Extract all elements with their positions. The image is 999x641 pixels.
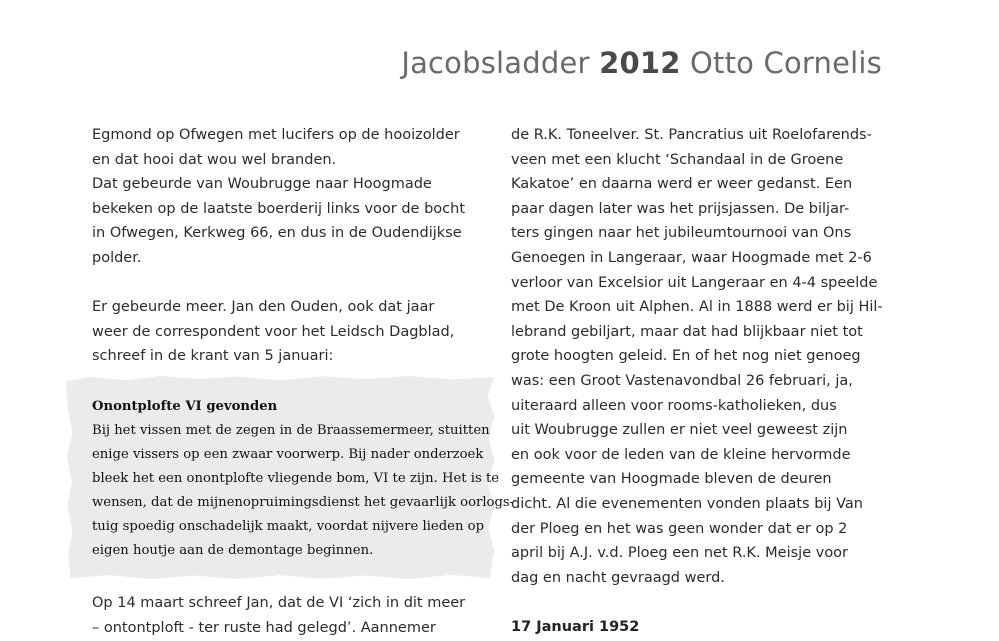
text-line: dicht. Al die evenementen vonden plaats bij Van <box>511 495 863 512</box>
text-line: grote hoogten geleid. En of het nog niet genoeg <box>511 348 861 365</box>
header-title-post: Otto Cornelis <box>680 46 882 80</box>
header-title-pre: Jacobsladder <box>401 46 600 80</box>
page-header <box>401 46 882 80</box>
text-line: Op 14 maart schreef Jan, dat de VI ‘zich in dit meer <box>92 595 466 611</box>
clipping-line: eigen houtje aan de demontage beginnen. <box>92 543 374 558</box>
text-line: en ook voor de leden van de kleine hervormde <box>511 446 851 463</box>
left-paragraph-3 <box>92 591 465 640</box>
text-line: uit Woubrugge zullen er niet veel geweest zijn <box>511 422 848 439</box>
clipping-line: Bij het vissen met de zegen in de Braassemermeer, stuitten <box>92 423 490 438</box>
text-line: de R.K. Toneelver. St. Pancratius uit Roelofarends- <box>511 127 872 143</box>
newspaper-clipping-text <box>92 395 515 563</box>
text-line: lebrand gebiljart, maar dat had blijkbaar niet tot <box>511 323 863 340</box>
paragraph-gap <box>92 271 482 296</box>
clipping-title: Onontplofte VI gevonden <box>92 399 278 414</box>
text-line: Egmond op Ofwegen met lucifers op de hooizolder <box>92 127 460 143</box>
right-column <box>511 123 901 639</box>
text-line: verloor van Excelsior uit Langeraar en 4-4 speelde <box>511 274 878 291</box>
text-line: met De Kroon uit Alphen. Al in 1888 werd er bij Hil- <box>511 299 883 316</box>
text-line: april bij A.J. v.d. Ploeg een net R.K. Meisje voor <box>511 545 849 562</box>
text-line: Genoegen in Langeraar, waar Hoogmade met 2-6 <box>511 249 872 266</box>
text-line: uiteraard alleen voor rooms-katholieken, dus <box>511 397 837 414</box>
text-line: was: een Groot Vastenavondbal 26 februari, ja, <box>511 372 853 389</box>
right-paragraph-1 <box>511 123 901 590</box>
text-line: in Ofwegen, Kerkweg 66, en dus in de Oudendijkse <box>92 225 462 242</box>
text-line: Dat gebeurde van Woubrugge naar Hoogmade <box>92 176 432 193</box>
text-line: – ontontploft - ter ruste had gelegd’. Aannemer <box>92 619 436 636</box>
text-line: Er gebeurde meer. Jan den Ouden, ook dat jaar <box>92 299 435 316</box>
text-line: ters gingen naar het jubileumtournooi van Ons <box>511 225 852 242</box>
clipping-line: wensen, dat de mijnenopruimingsdienst het gevaarlijk oorlogs- <box>92 495 515 510</box>
text-line: polder. <box>92 249 142 266</box>
text-line: veen met een klucht ‘Schandaal in de Groene <box>511 151 844 168</box>
text-line: weer de correspondent voor het Leidsch Dagblad, <box>92 323 455 340</box>
section-subheading: 17 Januari 1952 <box>511 618 640 635</box>
text-line: gemeente van Hoogmade bleven de deuren <box>511 471 832 488</box>
text-line: dag en nacht gevraagd werd. <box>511 569 725 586</box>
text-line: schreef in de krant van 5 januari: <box>92 348 334 365</box>
clipping-line: tuig spoedig onschadelijk maakt, voordat nijvere lieden op <box>92 519 485 534</box>
text-line: bekeken op de laatste boerderij links voor de bocht <box>92 200 466 217</box>
header-year: 2012 <box>599 46 681 80</box>
left-paragraph-1 <box>92 123 482 271</box>
left-paragraph-2 <box>92 295 482 369</box>
text-line: en dat hooi dat wou wel branden. <box>92 151 337 168</box>
left-column <box>92 123 482 369</box>
text-line: der Ploeg en het was geen wonder dat er op 2 <box>511 520 848 537</box>
clipping-line: bleek het een onontplofte vliegende bom, VI te zijn. Het is te <box>92 471 500 486</box>
text-line: paar dagen later was het prijsjassen. De biljar- <box>511 200 850 217</box>
clipping-line: enige vissers op een zwaar voorwerp. Bij nader onderzoek <box>92 447 484 462</box>
paragraph-gap <box>511 590 901 615</box>
text-line: Kakatoe’ en daarna werd er weer gedanst. Een <box>511 176 853 193</box>
